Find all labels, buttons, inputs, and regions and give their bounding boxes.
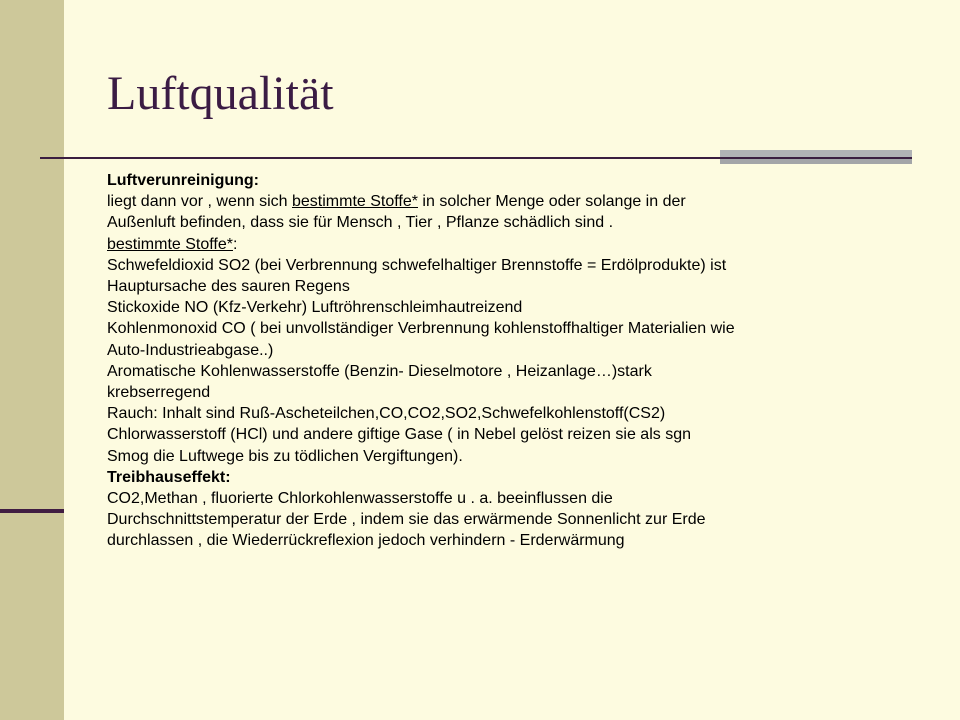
title-rule [40,157,912,159]
heading-luftverunreinigung: Luftverunreinigung: [107,172,259,189]
body-line: Smog die Luftwege bis zu tödlichen Vergiftungen). [107,447,463,465]
underlined-term: bestimmte Stoffe* [107,235,233,253]
body-line: Aromatische Kohlenwasserstoffe (Benzin- Dieselmotore , Heizanlage…)stark [107,362,652,380]
body-line: durchlassen , die Wiederrückreflexion jedoch verhindern - Erderwärmung [107,532,625,550]
body-line: krebserregend [107,384,211,402]
slide-title: Luftqualität [107,67,334,120]
text-run: liegt dann vor , wenn sich [107,193,292,211]
body-line [107,234,927,255]
body-line: Auto-Industrieabgase..) [107,341,274,359]
heading-treibhauseffekt: Treibhauseffekt: [107,468,231,486]
body-line: Kohlenmonoxid CO ( bei unvollständiger Verbrennung kohlenstoffhaltiger Materialien wie [107,320,735,338]
body-line: Schwefeldioxid SO2 (bei Verbrennung schwefelhaltiger Brennstoffe = Erdölprodukte) ist [107,256,727,274]
title-rule-grey-highlight [720,150,912,157]
body-line: Rauch: Inhalt sind Ruß-Ascheteilchen,CO,CO2,SO2,Schwefelkohlenstoff(CS2) [107,405,666,423]
text-run: : [232,235,238,253]
sidebar-decoration [0,0,64,720]
body-line: Stickoxide NO (Kfz-Verkehr) Luftröhrenschleimhautreizend [107,299,523,317]
body-line: Außenluft befinden, dass sie für Mensch , Tier , Pflanze schädlich sind . [107,214,614,232]
text-run: in solcher Menge oder solange in der [417,193,686,211]
body-line [107,191,927,212]
body-line: Hauptursache des sauren Regens [107,278,350,296]
body-line: CO2,Methan , fluorierte Chlorkohlenwasserstoffe u . a. beeinflussen die [107,490,613,508]
body-line: Chlorwasserstoff (HCl) und andere giftige Gase ( in Nebel gelöst reizen sie als sgn [107,426,691,444]
body-line: Durchschnittstemperatur der Erde , indem sie das erwärmende Sonnenlicht zur Erde [107,511,706,529]
sidebar-accent-mark [0,509,64,513]
slide-body [107,170,927,552]
underlined-term: bestimmte Stoffe* [292,193,418,211]
